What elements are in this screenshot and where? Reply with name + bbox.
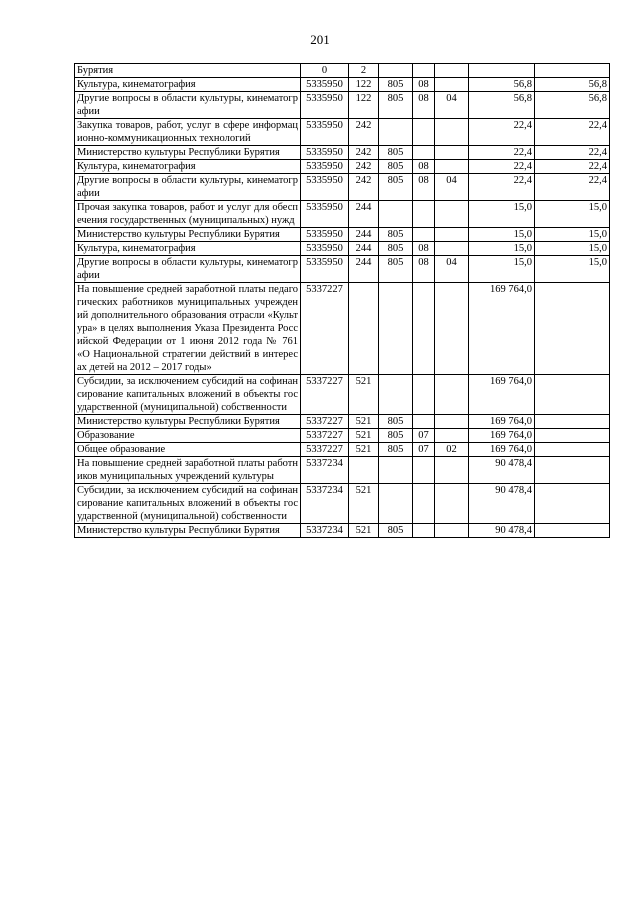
subsection-cell (435, 146, 469, 160)
amount-second-cell (535, 415, 610, 429)
amount-second-cell (535, 484, 610, 524)
subsection-cell: 04 (435, 174, 469, 201)
amount-cell: 15,0 (469, 242, 535, 256)
ministry-code-cell: 805 (379, 174, 413, 201)
ministry-code-cell (379, 457, 413, 484)
amount-cell (469, 64, 535, 78)
amount-second-cell: 56,8 (535, 78, 610, 92)
subsection-cell: 04 (435, 256, 469, 283)
amount-second-cell (535, 429, 610, 443)
table-row (75, 64, 610, 78)
expense-type-cell: 521 (349, 375, 379, 415)
ministry-code-cell: 805 (379, 242, 413, 256)
subsection-cell (435, 119, 469, 146)
amount-cell: 22,4 (469, 160, 535, 174)
table-row (75, 415, 610, 429)
subsection-cell (435, 242, 469, 256)
expense-type-cell: 521 (349, 429, 379, 443)
expense-type-cell: 122 (349, 78, 379, 92)
ministry-code-cell: 805 (379, 415, 413, 429)
target-article-cell: 5335950 (301, 119, 349, 146)
expense-type-cell: 122 (349, 92, 379, 119)
amount-second-cell (535, 524, 610, 538)
subsection-cell: 02 (435, 443, 469, 457)
row-name-cell: Другие вопросы в области культуры, кинематографии (75, 92, 301, 119)
row-name-cell: Культура, кинематография (75, 160, 301, 174)
amount-cell: 22,4 (469, 174, 535, 201)
row-name-cell: Прочая закупка товаров, работ и услуг для обеспечения государственных (муниципальных) нужд (75, 201, 301, 228)
expense-type-cell: 2 (349, 64, 379, 78)
ministry-code-cell: 805 (379, 429, 413, 443)
subsection-cell: 04 (435, 92, 469, 119)
row-name-cell: Бурятия (75, 64, 301, 78)
section-cell (413, 375, 435, 415)
table-body (75, 64, 610, 538)
amount-second-cell: 22,4 (535, 174, 610, 201)
target-article-cell: 5335950 (301, 146, 349, 160)
expense-type-cell: 244 (349, 242, 379, 256)
amount-cell: 169 764,0 (469, 375, 535, 415)
amount-second-cell (535, 443, 610, 457)
amount-cell: 22,4 (469, 146, 535, 160)
table-row (75, 256, 610, 283)
table-row (75, 146, 610, 160)
section-cell (413, 64, 435, 78)
amount-second-cell: 56,8 (535, 92, 610, 119)
amount-cell: 169 764,0 (469, 415, 535, 429)
ministry-code-cell: 805 (379, 78, 413, 92)
expense-type-cell: 521 (349, 443, 379, 457)
target-article-cell: 5335950 (301, 228, 349, 242)
row-name-cell: Субсидии, за исключением субсидий на софинансирование капитальных вложений в объекты государственной (муниципальной) собственности (75, 375, 301, 415)
section-cell (413, 228, 435, 242)
table-row (75, 524, 610, 538)
section-cell (413, 283, 435, 375)
ministry-code-cell (379, 375, 413, 415)
section-cell (413, 201, 435, 228)
subsection-cell (435, 228, 469, 242)
expense-type-cell: 242 (349, 160, 379, 174)
target-article-cell: 5337234 (301, 484, 349, 524)
amount-cell: 56,8 (469, 78, 535, 92)
amount-second-cell: 22,4 (535, 146, 610, 160)
expense-type-cell: 244 (349, 256, 379, 283)
amount-cell: 169 764,0 (469, 429, 535, 443)
expense-type-cell: 521 (349, 415, 379, 429)
expense-type-cell: 242 (349, 174, 379, 201)
row-name-cell: Образование (75, 429, 301, 443)
target-article-cell: 5337234 (301, 457, 349, 484)
amount-second-cell (535, 64, 610, 78)
expense-type-cell: 242 (349, 146, 379, 160)
amount-second-cell: 22,4 (535, 160, 610, 174)
row-name-cell: Субсидии, за исключением субсидий на софинансирование капитальных вложений в объекты государственной (муниципальной) собственности (75, 484, 301, 524)
expense-type-cell: 521 (349, 524, 379, 538)
target-article-cell: 5337227 (301, 415, 349, 429)
table-row (75, 78, 610, 92)
ministry-code-cell: 805 (379, 160, 413, 174)
target-article-cell: 5335950 (301, 78, 349, 92)
table-row (75, 443, 610, 457)
subsection-cell (435, 429, 469, 443)
subsection-cell (435, 484, 469, 524)
amount-cell: 15,0 (469, 256, 535, 283)
section-cell: 07 (413, 429, 435, 443)
amount-second-cell: 22,4 (535, 119, 610, 146)
table-row (75, 283, 610, 375)
row-name-cell: Другие вопросы в области культуры, кинематографии (75, 174, 301, 201)
target-article-cell: 5337234 (301, 524, 349, 538)
target-article-cell: 5335950 (301, 256, 349, 283)
expense-type-cell: 244 (349, 228, 379, 242)
expense-type-cell (349, 283, 379, 375)
table-row (75, 160, 610, 174)
subsection-cell (435, 64, 469, 78)
amount-cell: 169 764,0 (469, 283, 535, 375)
table-row (75, 201, 610, 228)
table-row (75, 119, 610, 146)
section-cell: 07 (413, 443, 435, 457)
ministry-code-cell (379, 283, 413, 375)
row-name-cell: Министерство культуры Республики Бурятия (75, 146, 301, 160)
row-name-cell: Общее образование (75, 443, 301, 457)
page-number: 201 (310, 32, 330, 47)
subsection-cell (435, 524, 469, 538)
amount-second-cell: 15,0 (535, 201, 610, 228)
amount-cell: 90 478,4 (469, 457, 535, 484)
table-row (75, 375, 610, 415)
table-row (75, 228, 610, 242)
amount-second-cell: 15,0 (535, 228, 610, 242)
amount-cell: 169 764,0 (469, 443, 535, 457)
target-article-cell: 5335950 (301, 174, 349, 201)
ministry-code-cell (379, 201, 413, 228)
amount-cell: 15,0 (469, 228, 535, 242)
subsection-cell (435, 283, 469, 375)
row-name-cell: Культура, кинематография (75, 78, 301, 92)
expense-type-cell (349, 457, 379, 484)
ministry-code-cell: 805 (379, 228, 413, 242)
target-article-cell: 5335950 (301, 160, 349, 174)
ministry-code-cell: 805 (379, 443, 413, 457)
budget-table (74, 63, 610, 538)
subsection-cell (435, 78, 469, 92)
section-cell (413, 457, 435, 484)
table-row (75, 484, 610, 524)
row-name-cell: На повышение средней заработной платы работников муниципальных учреждений культуры (75, 457, 301, 484)
subsection-cell (435, 160, 469, 174)
target-article-cell: 5335950 (301, 92, 349, 119)
section-cell: 08 (413, 242, 435, 256)
ministry-code-cell: 805 (379, 92, 413, 119)
target-article-cell: 5335950 (301, 201, 349, 228)
section-cell (413, 119, 435, 146)
target-article-cell: 5337227 (301, 429, 349, 443)
section-cell: 08 (413, 78, 435, 92)
table-row (75, 174, 610, 201)
expense-type-cell: 242 (349, 119, 379, 146)
section-cell (413, 415, 435, 429)
row-name-cell: Министерство культуры Республики Бурятия (75, 415, 301, 429)
row-name-cell: На повышение средней заработной платы педагогических работников муниципальных учреждений дополнительного образования отрасли «Культура» в целях выполнения Указа Президента Российской Федерации от 1 июня 2012 года № 761 «О Национальной стратегии действий в интересах детей на 2012 – 2017 годы» (75, 283, 301, 375)
table-row (75, 242, 610, 256)
row-name-cell: Культура, кинематография (75, 242, 301, 256)
target-article-cell: 5337227 (301, 375, 349, 415)
section-cell: 08 (413, 256, 435, 283)
amount-second-cell: 15,0 (535, 242, 610, 256)
section-cell (413, 146, 435, 160)
amount-second-cell: 15,0 (535, 256, 610, 283)
section-cell (413, 524, 435, 538)
table-row (75, 457, 610, 484)
amount-cell: 90 478,4 (469, 524, 535, 538)
section-cell: 08 (413, 160, 435, 174)
row-name-cell: Министерство культуры Республики Бурятия (75, 524, 301, 538)
row-name-cell: Закупка товаров, работ, услуг в сфере информационно-коммуникационных технологий (75, 119, 301, 146)
amount-cell: 15,0 (469, 201, 535, 228)
row-name-cell: Другие вопросы в области культуры, кинематографии (75, 256, 301, 283)
ministry-code-cell (379, 119, 413, 146)
table-row (75, 429, 610, 443)
ministry-code-cell: 805 (379, 524, 413, 538)
amount-cell: 22,4 (469, 119, 535, 146)
subsection-cell (435, 201, 469, 228)
expense-type-cell: 244 (349, 201, 379, 228)
ministry-code-cell: 805 (379, 146, 413, 160)
amount-second-cell (535, 283, 610, 375)
ministry-code-cell (379, 64, 413, 78)
target-article-cell: 5337227 (301, 283, 349, 375)
row-name-cell: Министерство культуры Республики Бурятия (75, 228, 301, 242)
amount-second-cell (535, 457, 610, 484)
subsection-cell (435, 457, 469, 484)
target-article-cell: 0 (301, 64, 349, 78)
section-cell: 08 (413, 174, 435, 201)
ministry-code-cell: 805 (379, 256, 413, 283)
section-cell (413, 484, 435, 524)
amount-second-cell (535, 375, 610, 415)
amount-cell: 56,8 (469, 92, 535, 119)
subsection-cell (435, 375, 469, 415)
table-row (75, 92, 610, 119)
expense-type-cell: 521 (349, 484, 379, 524)
target-article-cell: 5337227 (301, 443, 349, 457)
target-article-cell: 5335950 (301, 242, 349, 256)
section-cell: 08 (413, 92, 435, 119)
amount-cell: 90 478,4 (469, 484, 535, 524)
subsection-cell (435, 415, 469, 429)
ministry-code-cell (379, 484, 413, 524)
